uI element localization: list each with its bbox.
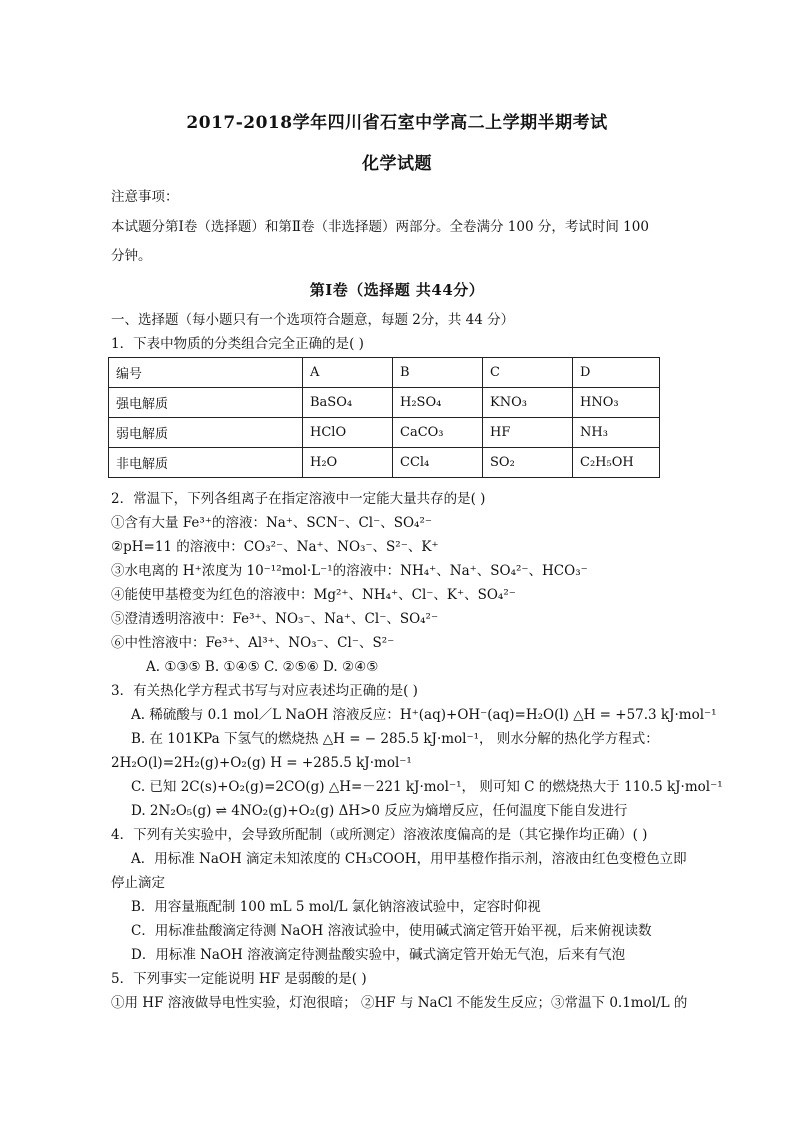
exam-title: 2017-2018学年四川省石室中学高二上学期半期考试 [186, 113, 608, 133]
table-cell: HClO [303, 418, 393, 448]
q4-option-c: C．用标准盐酸滴定待测 NaOH 溶液试验中，使用碱式滴定管开始平视，后来俯视读数 [131, 923, 652, 939]
q2-stem: 2．常温下，下列各组离子在指定溶液中一定能大量共存的是( ) [111, 491, 486, 507]
q3-option-b: B. 在 101KPa 下氢气的燃烧热 △H = − 285.5 kJ·mol⁻¹， 则水分解的热化学方程式： [131, 731, 659, 747]
notes-label: 注意事项： [111, 189, 179, 205]
table-cell: H₂SO₄ [393, 388, 483, 418]
table-cell: NH₃ [573, 418, 660, 448]
q4-option-a: A．用标准 NaOH 滴定未知浓度的 CH₃COOH，用甲基橙作指示剂，溶液由红色变橙色立即 [131, 851, 687, 867]
q4-stem: 4．下列有关实验中，会导致所配制（或所测定）溶液浓度偏高的是（其它操作均正确）( ) [111, 827, 648, 843]
table-cell: A [303, 358, 393, 388]
table-cell: C [483, 358, 573, 388]
table-cell: 非电解质 [109, 448, 303, 478]
table-row [109, 448, 660, 478]
table-cell: SO₂ [483, 448, 573, 478]
q5-line-1: ①用 HF 溶液做导电性实验，灯泡很暗； ②HF 与 NaCl 不能发生反应；③常温下 0.1mol/L 的 [111, 995, 688, 1011]
q2-item-2: ②pH=11 的溶液中：CO₃²⁻、Na⁺、NO₃⁻、S²⁻、K⁺ [111, 539, 439, 555]
table-row [109, 418, 660, 448]
q2-item-4: ④能使甲基橙变为红色的溶液中：Mg²⁺、NH₄⁺、Cl⁻、K⁺、SO₄²⁻ [111, 587, 516, 603]
q1-stem: 1．下表中物质的分类组合完全正确的是( ) [111, 336, 364, 352]
section-instruction: 一、选择题（每小题只有一个选项符合题意，每题 2分，共 44 分） [111, 312, 515, 328]
q2-item-6: ⑥中性溶液中：Fe³⁺、Al³⁺、NO₃⁻、Cl⁻、S²⁻ [111, 635, 395, 651]
table-cell: HF [483, 418, 573, 448]
classification-table [108, 357, 660, 478]
table-cell: 弱电解质 [109, 418, 303, 448]
table-header-row [109, 358, 660, 388]
table-cell: B [393, 358, 483, 388]
table-cell: KNO₃ [483, 388, 573, 418]
table-cell: HNO₃ [573, 388, 660, 418]
q4-option-a-cont: 停止滴定 [111, 875, 165, 891]
table-cell: 强电解质 [109, 388, 303, 418]
table-cell: C₂H₅OH [573, 448, 660, 478]
table-cell: D [573, 358, 660, 388]
q2-item-1: ①含有大量 Fe³⁺的溶液：Na⁺、SCN⁻、Cl⁻、SO₄²⁻ [111, 515, 432, 531]
q3-option-b-cont: 2H₂O(l)=2H₂(g)+O₂(g) H = +285.5 kJ·mol⁻¹ [111, 755, 412, 771]
exam-subtitle: 化学试题 [362, 154, 432, 174]
table-cell: CaCO₃ [393, 418, 483, 448]
q2-item-3: ③水电离的 H⁺浓度为 10⁻¹²mol·L⁻¹的溶液中：NH₄⁺、Na⁺、SO₄²⁻、HCO₃⁻ [111, 563, 588, 579]
table-row [109, 388, 660, 418]
table-cell: H₂O [303, 448, 393, 478]
notes-line-1: 本试题分第Ⅰ卷（选择题）和第Ⅱ卷（非选择题）两部分。全卷满分 100 分，考试时间 100 [111, 219, 649, 235]
q3-option-d: D. 2N₂O₅(g) ⇌ 4NO₂(g)+O₂(g) ΔH>0 反应为熵增反应，任何温度下能自发进行 [131, 803, 628, 819]
q3-option-c: C. 已知 2C(s)+O₂(g)=2CO(g) △H=－221 kJ·mol⁻¹， 则可知 C 的燃烧热大于 110.5 kJ·mol⁻¹ [131, 779, 723, 795]
q5-stem: 5．下列事实一定能说明 HF 是弱酸的是( ) [111, 971, 367, 987]
table-cell: 编号 [109, 358, 303, 388]
q4-option-d: D．用标准 NaOH 溶液滴定待测盐酸实验中，碱式滴定管开始无气泡，后来有气泡 [131, 947, 626, 963]
q3-stem: 3．有关热化学方程式书写与对应表述均正确的是( ) [111, 683, 418, 699]
table-cell: BaSO₄ [303, 388, 393, 418]
q2-options: A. ①③⑤ B. ①④⑤ C. ②⑤⑥ D. ②④⑤ [146, 659, 379, 675]
q4-option-b: B．用容量瓶配制 100 mL 5 mol/L 氯化钠溶液试验中，定容时仰视 [131, 899, 541, 915]
notes-line-2: 分钟。 [111, 248, 152, 264]
q3-option-a: A. 稀硫酸与 0.1 mol／L NaOH 溶液反应：H⁺(aq)+OH⁻(aq)=H₂O(l) △H = +57.3 kJ·mol⁻¹ [131, 707, 717, 723]
q2-item-5: ⑤澄清透明溶液中：Fe³⁺、NO₃⁻、Na⁺、Cl⁻、SO₄²⁻ [111, 611, 439, 627]
table-cell: CCl₄ [393, 448, 483, 478]
section-heading: 第Ⅰ卷（选择题 共44分） [309, 281, 485, 299]
